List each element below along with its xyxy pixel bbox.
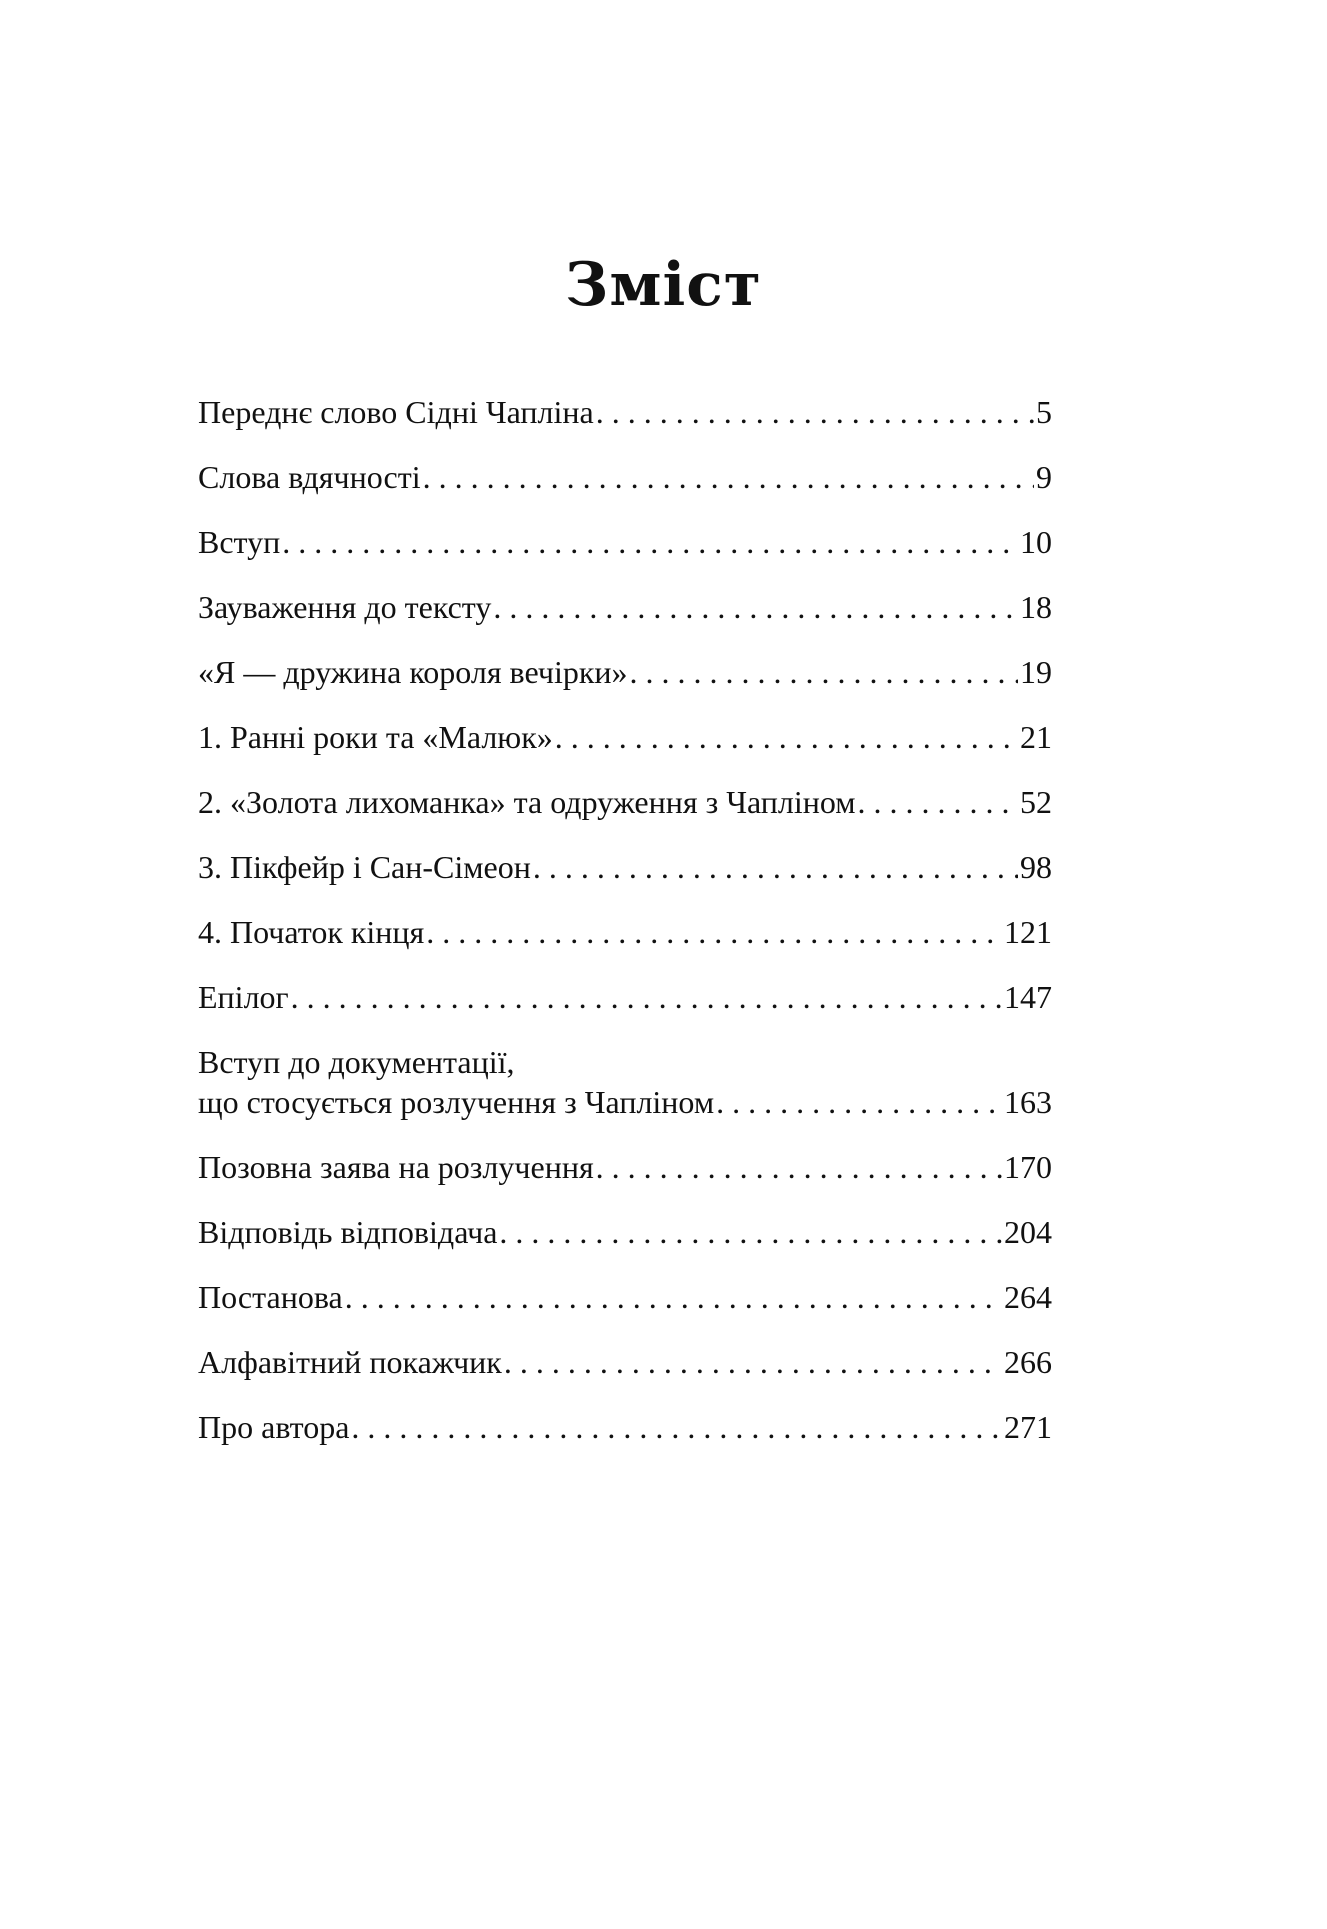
dot-leader [630, 652, 1018, 692]
toc-entry-title: 2. «Золота лихоманка» та одруження з Чапліном [198, 784, 856, 820]
toc-entry-page: 21 [1020, 719, 1052, 755]
toc-entry-page: 18 [1020, 589, 1052, 625]
dot-leader [291, 977, 1002, 1017]
toc-line [198, 522, 1052, 562]
toc-entry-title: Переднє слово Сідні Чапліна [198, 394, 594, 430]
dot-leader [423, 457, 1034, 497]
toc-line [198, 392, 1052, 432]
dot-leader [499, 1212, 1002, 1252]
toc-line [198, 717, 1052, 757]
toc-line [198, 457, 1052, 497]
toc-line [198, 847, 1052, 887]
dot-leader [716, 1082, 1002, 1122]
toc-entry-title: Епілог [198, 979, 289, 1015]
toc-entry-divorce-complaint[interactable] [198, 1147, 1052, 1187]
toc-entry-epilogue[interactable] [198, 977, 1052, 1017]
toc-entry-about-author[interactable] [198, 1407, 1052, 1447]
dot-leader [426, 912, 1002, 952]
table-of-contents [198, 392, 1052, 1472]
dot-leader [351, 1407, 1002, 1447]
dot-leader [282, 522, 1018, 562]
toc-entry-introduction[interactable] [198, 522, 1052, 562]
toc-entry-page: 271 [1004, 1409, 1052, 1445]
toc-entry-title: 3. Пікфейр і Сан-Сімеон [198, 849, 531, 885]
toc-entry-title: Слова вдячності [198, 459, 421, 495]
toc-entry-page: 264 [1004, 1279, 1052, 1315]
toc-line [198, 1342, 1052, 1382]
dot-leader [555, 717, 1018, 757]
toc-entry-chapter-3[interactable] [198, 847, 1052, 887]
toc-entry-title: що стосується розлучення з Чапліном [198, 1084, 715, 1120]
toc-entry-page: 204 [1004, 1214, 1052, 1250]
toc-line [198, 587, 1052, 627]
toc-entry-defendant-answer[interactable] [198, 1212, 1052, 1252]
toc-entry-title: «Я — дружина короля вечірки» [198, 654, 628, 690]
dot-leader [596, 1147, 1002, 1187]
toc-entry-page: 19 [1020, 654, 1052, 690]
toc-entry-title-line1: Вступ до документації, [198, 1044, 515, 1080]
toc-entry-page: 10 [1020, 524, 1052, 560]
toc-line [198, 1407, 1052, 1447]
toc-entry-text-notes[interactable] [198, 587, 1052, 627]
toc-entry-title: 1. Ранні роки та «Малюк» [198, 719, 553, 755]
dot-leader [858, 782, 1018, 822]
toc-entry-page: 266 [1004, 1344, 1052, 1380]
toc-line [198, 1277, 1052, 1317]
toc-line [198, 912, 1052, 952]
toc-entry-page: 170 [1004, 1149, 1052, 1185]
toc-entry-decree[interactable] [198, 1277, 1052, 1317]
dot-leader [493, 587, 1018, 627]
toc-entry-foreword[interactable] [198, 392, 1052, 432]
toc-entry-title: 4. Початок кінця [198, 914, 425, 950]
toc-line [198, 652, 1052, 692]
toc-entry-title: Про автора [198, 1409, 350, 1445]
toc-entry-title: Постанова [198, 1279, 343, 1315]
toc-entry-page: 5 [1036, 394, 1052, 430]
toc-line [198, 977, 1052, 1017]
dot-leader [533, 847, 1018, 887]
toc-entry-page: 121 [1004, 914, 1052, 950]
toc-entry-page: 147 [1004, 979, 1052, 1015]
toc-entry-chapter-1[interactable] [198, 717, 1052, 757]
toc-entry-title: Відповідь відповідача [198, 1214, 498, 1250]
toc-entry-chapter-4[interactable] [198, 912, 1052, 952]
toc-entry-party-king-wife[interactable] [198, 652, 1052, 692]
toc-line [198, 782, 1052, 822]
toc-entry-acknowledgements[interactable] [198, 457, 1052, 497]
toc-entry-title: Зауваження до тексту [198, 589, 492, 625]
toc-entry-title: Вступ [198, 524, 281, 560]
toc-entry-chapter-2[interactable] [198, 782, 1052, 822]
toc-entry-page: 98 [1020, 849, 1052, 885]
dot-leader [345, 1277, 1002, 1317]
dot-leader [504, 1342, 1002, 1382]
toc-line [198, 1212, 1052, 1252]
toc-entry-title: Алфавітний покажчик [198, 1344, 502, 1380]
toc-line [198, 1147, 1052, 1187]
dot-leader [596, 392, 1034, 432]
toc-entry-page: 52 [1020, 784, 1052, 820]
toc-entry-title: Позовна заява на розлучення [198, 1149, 594, 1185]
page-title: Зміст [565, 250, 762, 320]
toc-entry-page: 163 [1004, 1084, 1052, 1120]
toc-entry-page: 9 [1036, 459, 1052, 495]
toc-entry-divorce-documentation[interactable] [198, 1042, 1052, 1122]
toc-line [198, 1082, 1052, 1122]
toc-entry-index[interactable] [198, 1342, 1052, 1382]
